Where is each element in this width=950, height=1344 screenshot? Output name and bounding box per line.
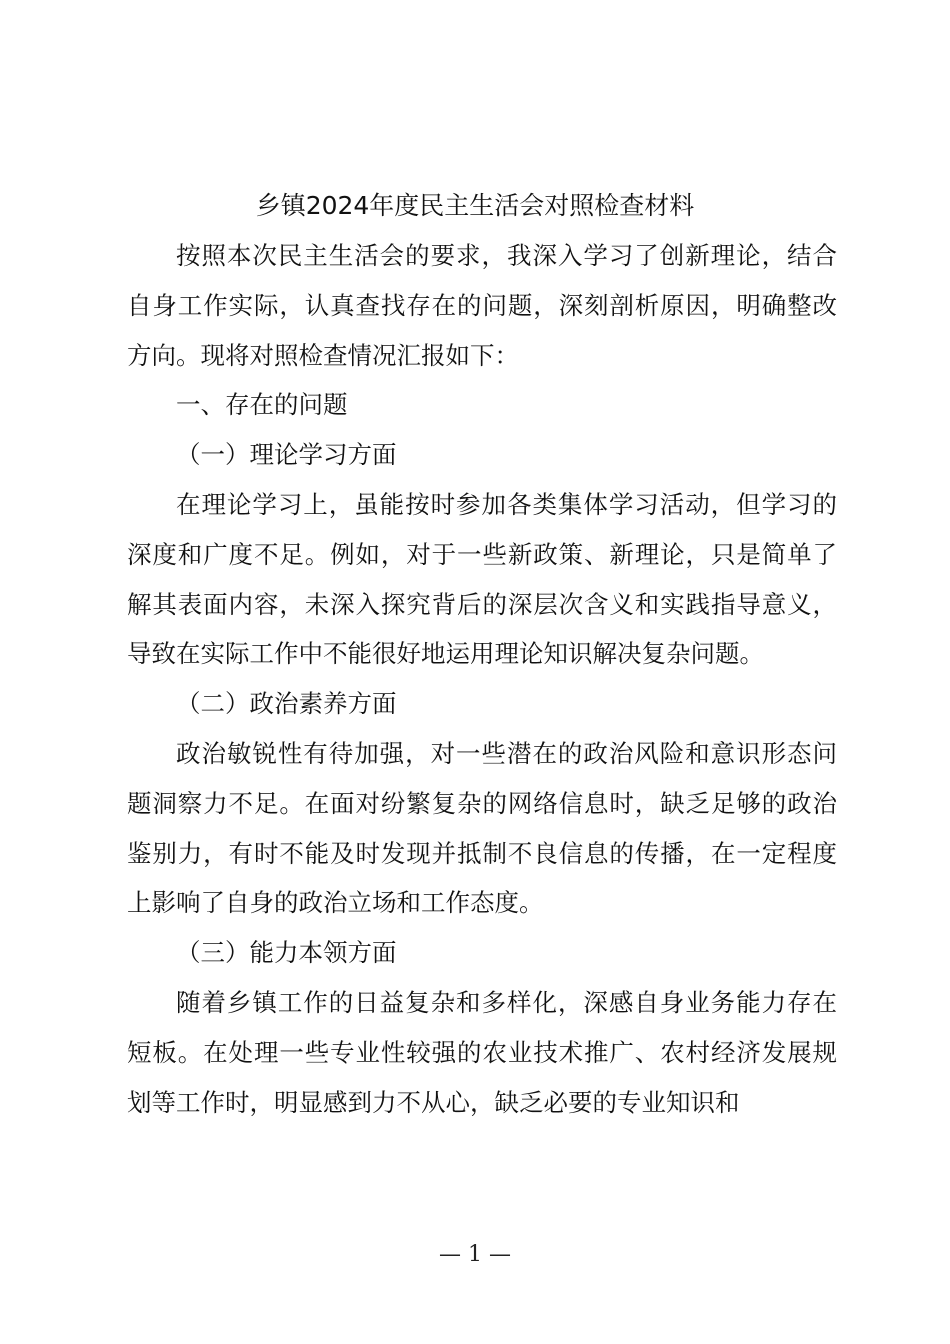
document-title: 乡镇2024年度民主生活会对照检查材料 bbox=[255, 191, 695, 220]
paragraph-theory: 在理论学习上，虽能按时参加各类集体学习活动，但学习的深度和广度不足。例如，对于一些新政策、新理论，只是简单了解其表面内容，未深入探究背后的深层次含义和实践指导意义，导致在实际工作中不能很好地运用理论知识解决复杂问题。 bbox=[127, 489, 837, 669]
subsection-heading-ability: （三）能力本领方面 bbox=[176, 938, 397, 968]
section-heading-problems: 一、存在的问题 bbox=[176, 390, 348, 420]
subsection-heading-theory: （一）理论学习方面 bbox=[176, 440, 397, 470]
document-body bbox=[127, 231, 837, 1127]
page-number: — 1 — bbox=[439, 1242, 511, 1267]
intro-paragraph: 按照本次民主生活会的要求，我深入学习了创新理论，结合自身工作实际，认真查找存在的问题，深刻剖析原因，明确整改方向。现将对照检查情况汇报如下： bbox=[127, 241, 837, 370]
paragraph-political: 政治敏锐性有待加强，对一些潜在的政治风险和意识形态问题洞察力不足。在面对纷繁复杂的网络信息时，缺乏足够的政治鉴别力，有时不能及时发现并抵制不良信息的传播，在一定程度上影响了自身的政治立场和工作态度。 bbox=[127, 738, 837, 918]
subsection-heading-political: （二）政治素养方面 bbox=[176, 689, 397, 719]
paragraph-ability: 随着乡镇工作的日益复杂和多样化，深感自身业务能力存在短板。在处理一些专业性较强的农业技术推广、农村经济发展规划等工作时，明显感到力不从心，缺乏必要的专业知识和 bbox=[127, 987, 837, 1117]
